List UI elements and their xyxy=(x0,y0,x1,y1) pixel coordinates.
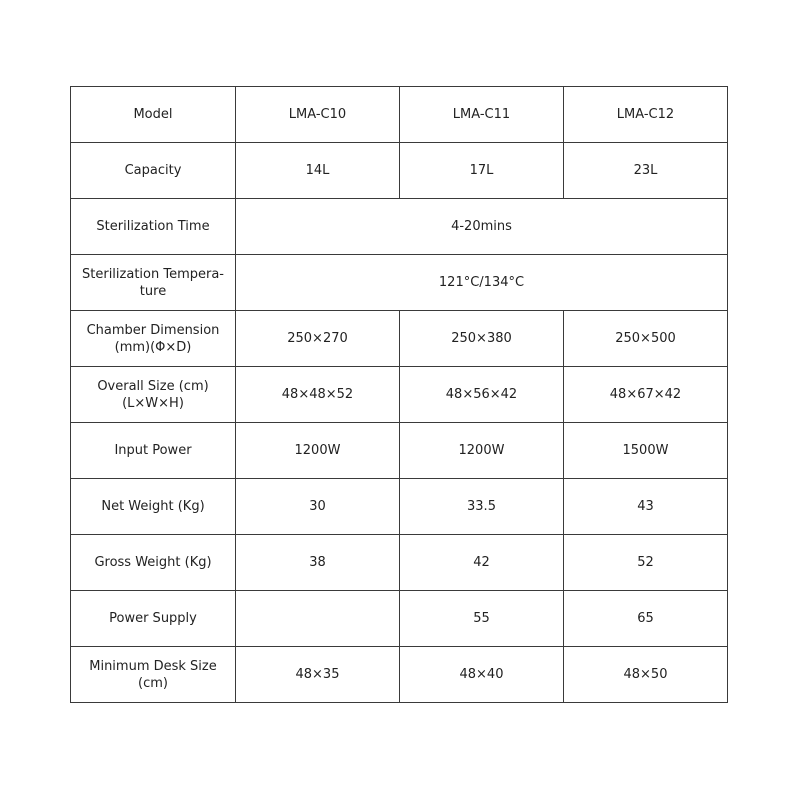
table-row-minimum-desk-size xyxy=(71,647,728,703)
sterilization-temperature-value: 121°C/134°C xyxy=(236,255,728,311)
capacity-c10: 14L xyxy=(236,143,400,199)
row-label-model: Model xyxy=(71,87,236,143)
chamber-c11: 250×380 xyxy=(400,311,564,367)
table-row-model xyxy=(71,87,728,143)
desk-size-c10: 48×35 xyxy=(236,647,400,703)
net-weight-c12: 43 xyxy=(564,479,728,535)
spec-table xyxy=(70,86,728,703)
row-label-input-power: Input Power xyxy=(71,423,236,479)
table-row-chamber-dimension xyxy=(71,311,728,367)
overall-c10: 48×48×52 xyxy=(236,367,400,423)
model-c10: LMA-C10 xyxy=(236,87,400,143)
input-power-c12: 1500W xyxy=(564,423,728,479)
table-row-capacity xyxy=(71,143,728,199)
label-line-1: Sterilization Tempera- xyxy=(82,266,224,282)
row-label-sterilization-time: Sterilization Time xyxy=(71,199,236,255)
row-label-power-supply: Power Supply xyxy=(71,591,236,647)
label-line-1: Overall Size (cm) xyxy=(97,378,209,394)
sterilization-time-value: 4-20mins xyxy=(236,199,728,255)
label-line-2: ture xyxy=(139,283,167,299)
chamber-c10: 250×270 xyxy=(236,311,400,367)
net-weight-c10: 30 xyxy=(236,479,400,535)
table-row-overall-size xyxy=(71,367,728,423)
row-label-minimum-desk-size xyxy=(71,647,236,703)
table-row-input-power xyxy=(71,423,728,479)
row-label-capacity: Capacity xyxy=(71,143,236,199)
input-power-c10: 1200W xyxy=(236,423,400,479)
overall-c12: 48×67×42 xyxy=(564,367,728,423)
gross-weight-c10: 38 xyxy=(236,535,400,591)
desk-size-c11: 48×40 xyxy=(400,647,564,703)
gross-weight-c11: 42 xyxy=(400,535,564,591)
row-label-sterilization-temperature xyxy=(71,255,236,311)
model-c11: LMA-C11 xyxy=(400,87,564,143)
power-supply-c12: 65 xyxy=(564,591,728,647)
overall-c11: 48×56×42 xyxy=(400,367,564,423)
table-row-power-supply xyxy=(71,591,728,647)
row-label-chamber-dimension xyxy=(71,311,236,367)
label-line-2: (mm)(Φ×D) xyxy=(114,339,192,355)
capacity-c11: 17L xyxy=(400,143,564,199)
power-supply-c11: 55 xyxy=(400,591,564,647)
input-power-c11: 1200W xyxy=(400,423,564,479)
table-row-net-weight xyxy=(71,479,728,535)
row-label-overall-size xyxy=(71,367,236,423)
label-line-2: (cm) xyxy=(138,675,168,691)
desk-size-c12: 48×50 xyxy=(564,647,728,703)
table-row-gross-weight xyxy=(71,535,728,591)
table-row-sterilization-temperature xyxy=(71,255,728,311)
net-weight-c11: 33.5 xyxy=(400,479,564,535)
label-line-1: Minimum Desk Size xyxy=(89,658,217,674)
capacity-c12: 23L xyxy=(564,143,728,199)
gross-weight-c12: 52 xyxy=(564,535,728,591)
table-row-sterilization-time xyxy=(71,199,728,255)
model-c12: LMA-C12 xyxy=(564,87,728,143)
label-line-2: (L×W×H) xyxy=(122,395,184,411)
power-supply-c10 xyxy=(236,591,400,647)
label-line-1: Chamber Dimension xyxy=(86,322,220,338)
row-label-gross-weight: Gross Weight (Kg) xyxy=(71,535,236,591)
row-label-net-weight: Net Weight (Kg) xyxy=(71,479,236,535)
chamber-c12: 250×500 xyxy=(564,311,728,367)
